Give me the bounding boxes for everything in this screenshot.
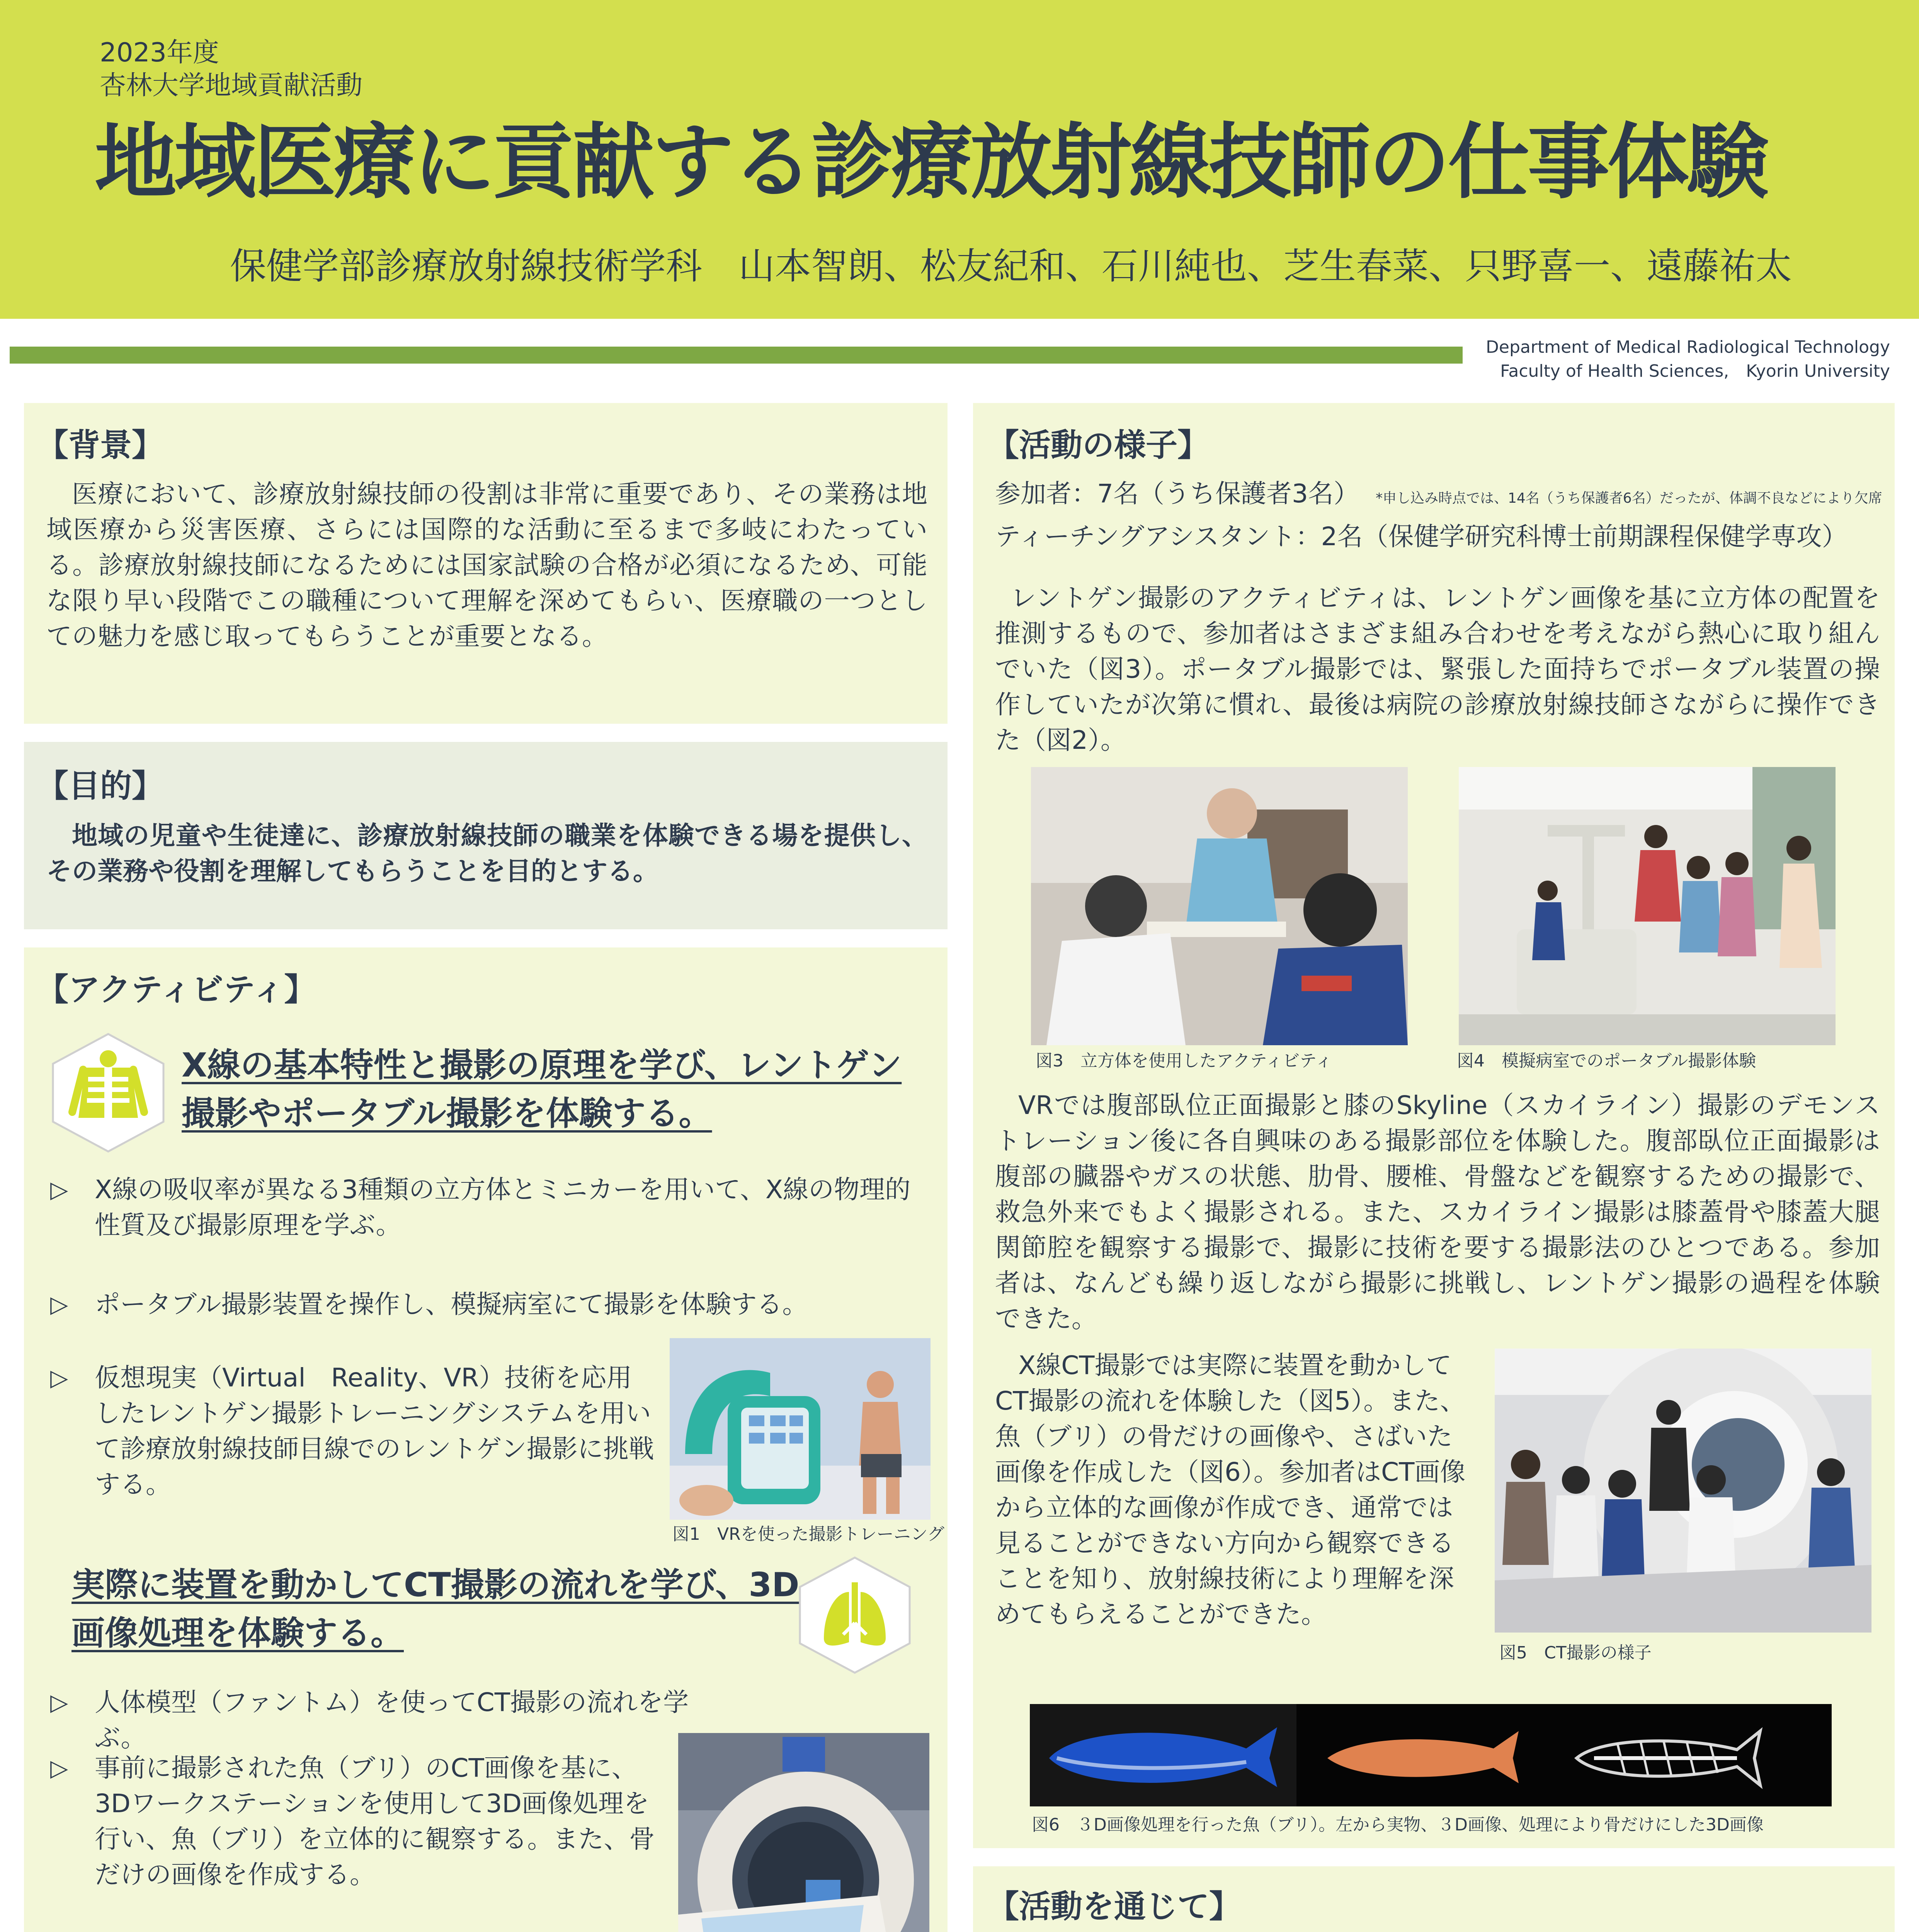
- activity-bullet-3: ▷ 仮想現実（Virtual Reality、VR）技術を応用したレントゲン撮影トレーニングシステムを用いて診療放射線技師目線でのレントゲン撮影に挑戦する。: [50, 1360, 653, 1515]
- fish-3d-images: [1030, 1704, 1832, 1806]
- bullet-triangle-icon: ▷: [50, 1176, 68, 1203]
- activity-bullet-5: ▷ 事前に撮影された魚（ブリ）のCT画像を基に、3Dワークステーションを使用して3D画像処理を行い、魚（ブリ）を立体的に観察する。また、骨だけの画像を作成する。: [50, 1750, 653, 1905]
- activity-heading: 【アクティビティ】: [37, 971, 316, 1008]
- fig4-caption: 図4 模擬病室でのポータブル撮影体験: [1457, 1051, 1756, 1071]
- through-heading: 【活動を通じて】: [987, 1888, 1241, 1925]
- bullet-triangle-icon: ▷: [50, 1755, 68, 1782]
- scene-paragraph-1: レントゲン撮影のアクティビティは、レントゲン画像を基に立方体の配置を推測するもので、参加者はさまざま組み合わせを考えながら熱心に取り組んでいた（図3）。ポータブル撮影では、緊張した面持ちでポータブル装置の操作していたが次第に慣れ、最後は病院の診療放射線技師さながらに操作できた（図2）。: [995, 583, 1880, 755]
- activity-bullet-2: ▷ ポータブル撮影装置を操作し、模擬病室にて撮影を体験する。: [50, 1287, 935, 1325]
- department-line-1: Department of Medical Radiological Technology: [1486, 337, 1890, 357]
- authors: 保健学部診療放射線技術学科 山本智朗、松友紀和、石川純也、芝生春菜、只野喜一、遠藤祐太: [230, 245, 1792, 287]
- background-heading: 【背景】: [37, 427, 164, 464]
- ct-scene-photo: [1495, 1349, 1871, 1633]
- department-label: [1486, 335, 1890, 383]
- activity-bullet-1: ▷ X線の吸収率が異なる3種類の立方体とミニカーを用いて、X線の物理的性質及び撮影原理を学ぶ。: [50, 1172, 935, 1249]
- vr-training-image: [670, 1338, 931, 1520]
- bullet-triangle-icon: ▷: [50, 1364, 68, 1391]
- activity-bullet-4: ▷ 人体模型（ファントム）を使ってCT撮影の流れを学ぶ。: [50, 1685, 669, 1723]
- poster-title: 地域医療に貢献する診療放射線技師の仕事体験: [95, 114, 1766, 210]
- activity-subheading-2: 実際に装置を動かしてCT撮影の流れを学び、3D画像処理を体験する。: [71, 1566, 800, 1653]
- activity-subheading-1: X線の基本特性と撮影の原理を学び、レントゲン撮影やポータブル撮影を体験する。: [182, 1046, 902, 1133]
- scene-heading: 【活動の様子】: [987, 427, 1210, 464]
- background-text: 医療において、診療放射線技師の役割は非常に重要であり、その業務は地域医療から災害医療、さらには国際的な活動に至るまで多岐にわたっている。診療放射線技師になるためには国家試験の合格が必須になるため、可能な限り早い段階でこの職種について理解を深めてもらい、医療職の一つとしての魅力を感じ取ってもらうことが重要となる。: [46, 479, 927, 651]
- ct-scanner-photo: [678, 1733, 929, 1932]
- lungs-icon: [797, 1555, 913, 1675]
- participants-note: *申し込み時点では、14名（うち保護者6名）だったが、体調不良などにより欠席: [1376, 490, 1882, 506]
- purpose-text: 地域の児童や生徒達に、診療放射線技師の職業を体験できる場を提供し、その業務や役割を理解してもらうことを目的とする。: [46, 821, 927, 886]
- fig6-caption: 図6 ３D画像処理を行った魚（ブリ）。左から実物、３D画像、処理により骨だけにした3D画像: [1032, 1815, 1764, 1835]
- fig3-caption: 図3 立方体を使用したアクティビティ: [1036, 1051, 1332, 1071]
- bullet-triangle-icon: ▷: [50, 1291, 68, 1318]
- header-org: 杏林大学地域貢献活動: [100, 70, 363, 101]
- divider-bar: [10, 347, 1463, 364]
- teaching-assistants: ティーチングアシスタント：2名（保健学研究科博士前期課程保健学専攻）: [995, 522, 1848, 551]
- cube-activity-photo: [1031, 767, 1408, 1045]
- bullet-triangle-icon: ▷: [50, 1689, 68, 1716]
- fig5-caption: 図5 CT撮影の様子: [1499, 1643, 1652, 1663]
- participants: 参加者：7名（うち保護者3名）: [995, 479, 1359, 509]
- purpose-heading: 【目的】: [37, 768, 164, 804]
- portable-xray-photo: [1459, 767, 1836, 1045]
- scene-paragraph-2: VRでは腹部臥位正面撮影と膝のSkyline（スカイライン）撮影のデモンストレーション後に各自興味のある撮影部位を体験した。腹部臥位正面撮影は腹部の臓器やガスの状態、肋骨、腰椎、骨盤などを観察するための撮影で、救急外来でもよく撮影される。また、スカイライン撮影は膝蓋骨や膝蓋大腿関節腔を観察する撮影で、撮影に技術を要する撮影法のひとつである。参加者は、なんども繰り返しながら撮影に挑戦し、レントゲン撮影の過程を体験できた。: [995, 1090, 1880, 1333]
- skeleton-icon: [48, 1031, 168, 1155]
- department-line-2: Faculty of Health Sciences, Kyorin University: [1500, 361, 1890, 381]
- header-year: 2023年度: [100, 37, 219, 68]
- fig1-caption: 図1 VRを使った撮影トレーニング: [672, 1524, 944, 1544]
- scene-paragraph-3: X線CT撮影では実際に装置を動かしてCT撮影の流れを体験した（図5）。また、魚（ブリ）の骨だけの画像や、さばいた画像を作成した（図6）。参加者はCT画像から立体的な画像が作成でき、通常では見ることができない方向から観察できることを知り、放射線技術により理解を深めてもらえることができた。: [995, 1350, 1466, 1629]
